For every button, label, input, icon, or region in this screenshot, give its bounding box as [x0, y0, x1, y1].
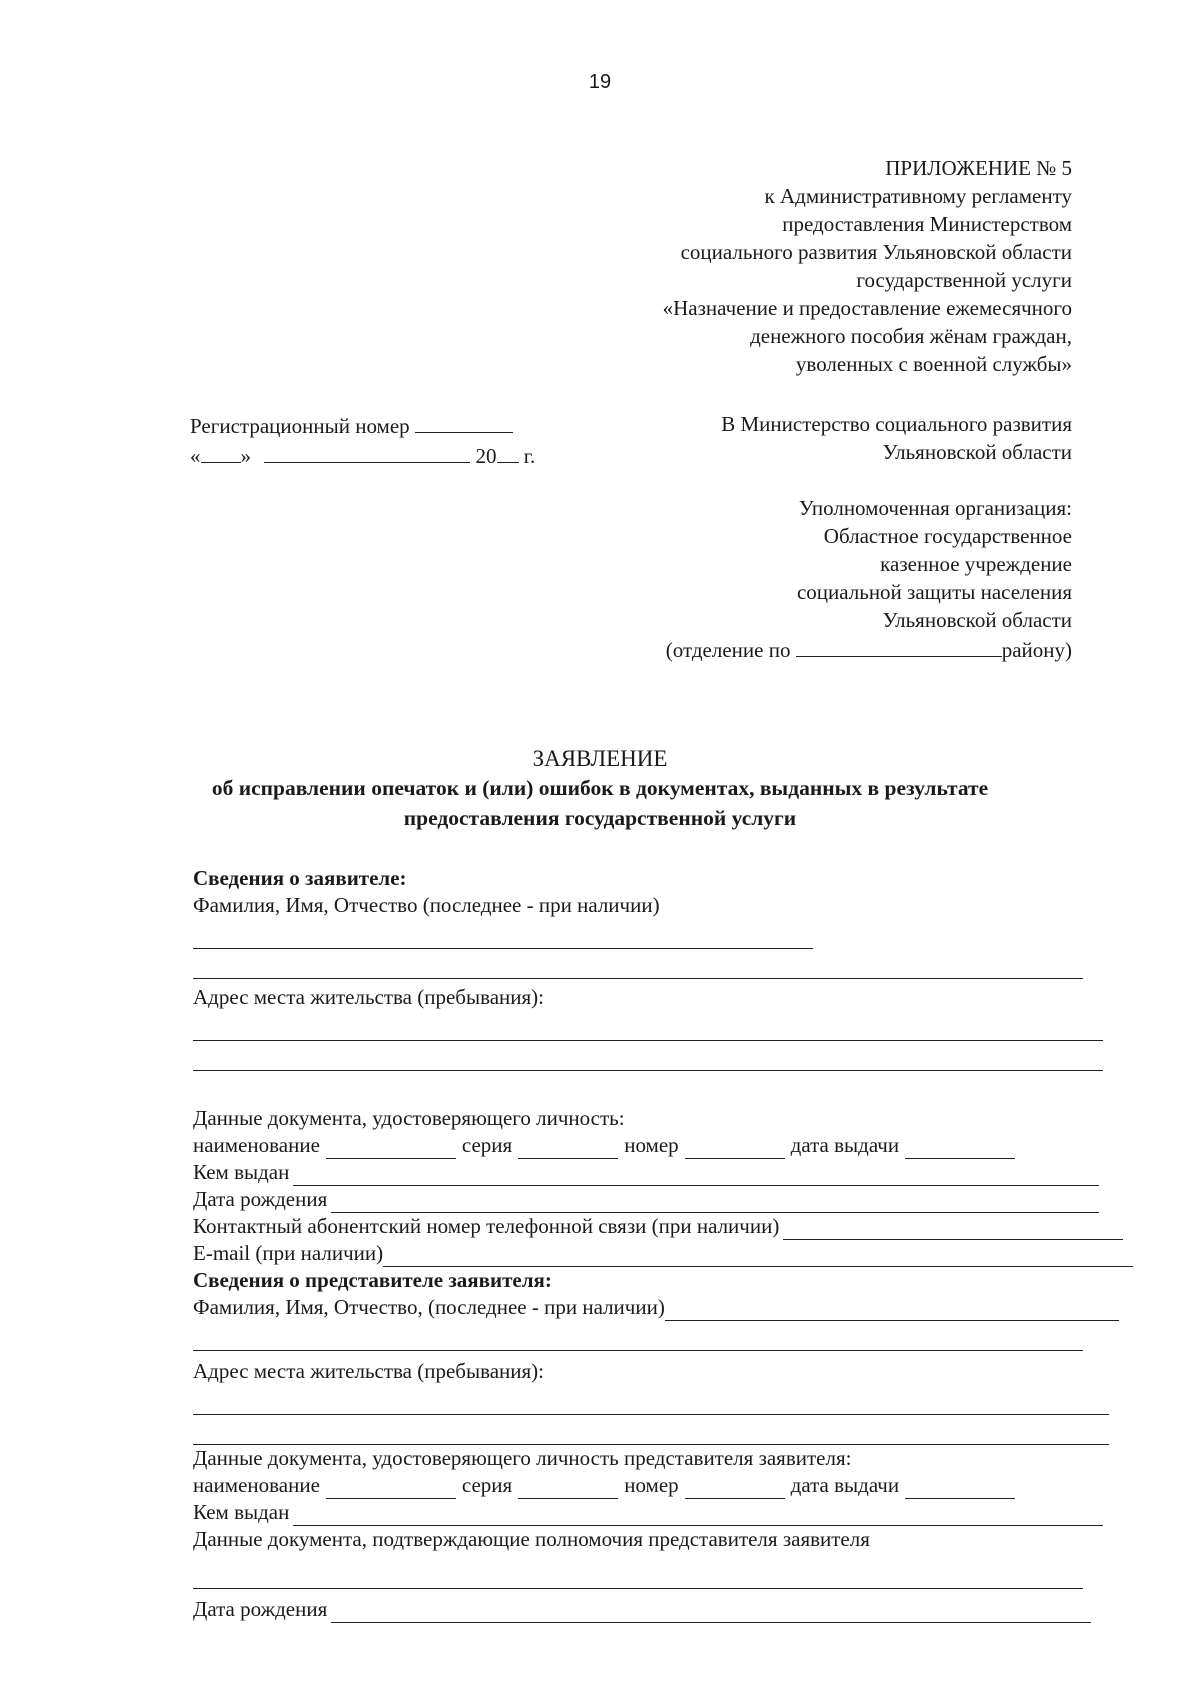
representative-id-doc-label: Данные документа, удостоверяющего личность представителя заявителя:: [193, 1446, 852, 1470]
representative-issued-by-label: Кем выдан: [193, 1500, 290, 1524]
registration-number-field[interactable]: [415, 410, 513, 433]
representative-doc-series-label: серия: [461, 1473, 513, 1497]
document-title: [0, 745, 1200, 833]
addressee-block: [572, 410, 1072, 466]
addressee-line: Ульяновской области: [882, 440, 1072, 464]
representative-address-field-1[interactable]: [193, 1413, 1109, 1415]
applicant-birth-date-field[interactable]: [331, 1192, 1099, 1213]
representative-authority-doc-label: Данные документа, подтверждающие полномочия представителя заявителя: [193, 1527, 870, 1551]
appendix-header: [512, 154, 1072, 378]
applicant-address-field-1[interactable]: [193, 1039, 1103, 1041]
title-sub-line-2: предоставления государственной услуги: [403, 806, 797, 830]
representative-heading: Сведения о представителе заявителя:: [193, 1268, 552, 1292]
date-open-quote: «: [190, 444, 201, 468]
representative-doc-issue-date-field[interactable]: [905, 1478, 1015, 1499]
representative-address-label: Адрес места жительства (пребывания):: [193, 1359, 545, 1383]
registration-day-field[interactable]: [201, 440, 241, 463]
department-suffix: району): [1001, 638, 1072, 662]
applicant-birth-date-label: Дата рождения: [193, 1187, 328, 1211]
applicant-doc-issue-date-field[interactable]: [905, 1138, 1015, 1159]
registration-year-field[interactable]: [497, 440, 519, 463]
applicant-address-label: Адрес места жительства (пребывания):: [193, 985, 545, 1009]
registration-month-field[interactable]: [264, 440, 470, 463]
representative-doc-series-field[interactable]: [518, 1478, 618, 1499]
representative-birth-date-field[interactable]: [331, 1602, 1091, 1623]
organization-line: Областное государственное: [823, 524, 1072, 548]
representative-fio-field-2[interactable]: [193, 1349, 1083, 1351]
department-prefix: (отделение по: [665, 638, 791, 662]
representative-doc-number-field[interactable]: [685, 1478, 785, 1499]
appendix-line: «Назначение и предоставление ежемесячного: [662, 296, 1072, 320]
appendix-line: уволенных с военной службы»: [795, 352, 1072, 376]
applicant-doc-name-label: наименование: [193, 1133, 320, 1157]
organization-line: Ульяновской области: [882, 608, 1072, 632]
applicant-doc-issue-date-label: дата выдачи: [790, 1133, 900, 1157]
representative-fio-label: Фамилия, Имя, Отчество, (последнее - при наличии): [193, 1295, 665, 1319]
applicant-doc-series-label: серия: [461, 1133, 513, 1157]
year-suffix: г.: [523, 444, 536, 468]
applicant-fio-field-1[interactable]: [193, 947, 813, 949]
year-label: 20: [475, 444, 497, 468]
title-main: ЗАЯВЛЕНИЕ: [532, 746, 668, 771]
application-form: [193, 865, 1133, 1623]
representative-authority-doc-field[interactable]: [193, 1587, 1083, 1589]
date-close-quote: »: [240, 444, 251, 468]
addressee-line: В Министерство социального развития: [721, 412, 1072, 436]
appendix-line: к Административному регламенту: [764, 184, 1072, 208]
organization-block: [552, 494, 1072, 664]
applicant-phone-label: Контактный абонентский номер телефонной связи (при наличии): [193, 1214, 780, 1238]
appendix-line: ПРИЛОЖЕНИЕ № 5: [885, 156, 1072, 180]
representative-doc-name-field[interactable]: [326, 1478, 456, 1499]
applicant-email-label: E-mail (при наличии): [193, 1241, 384, 1265]
appendix-line: государственной услуги: [856, 268, 1072, 292]
applicant-doc-name-field[interactable]: [326, 1138, 456, 1159]
appendix-line: денежного пособия жёнам граждан,: [750, 324, 1072, 348]
representative-fio-field-1[interactable]: [665, 1300, 1119, 1321]
applicant-doc-number-field[interactable]: [685, 1138, 785, 1159]
registration-block: [190, 410, 535, 470]
applicant-phone-field[interactable]: [783, 1219, 1123, 1240]
department-field[interactable]: [796, 634, 1002, 657]
representative-doc-name-label: наименование: [193, 1473, 320, 1497]
applicant-issued-by-label: Кем выдан: [193, 1160, 290, 1184]
organization-line: Уполномоченная организация:: [798, 496, 1072, 520]
organization-line: социальной защиты населения: [796, 580, 1072, 604]
organization-line: казенное учреждение: [880, 552, 1072, 576]
applicant-fio-field-2[interactable]: [193, 977, 1083, 979]
representative-issued-by-field[interactable]: [293, 1505, 1103, 1526]
registration-number-label: Регистрационный номер: [190, 414, 410, 438]
applicant-doc-number-label: номер: [624, 1133, 679, 1157]
representative-doc-issue-date-label: дата выдачи: [790, 1473, 900, 1497]
page-number: 19: [588, 71, 612, 93]
applicant-id-doc-label: Данные документа, удостоверяющего личность:: [193, 1106, 625, 1130]
applicant-doc-series-field[interactable]: [518, 1138, 618, 1159]
representative-birth-date-label: Дата рождения: [193, 1597, 328, 1621]
appendix-line: предоставления Министерством: [782, 212, 1072, 236]
applicant-fio-label: Фамилия, Имя, Отчество (последнее - при наличии): [193, 893, 660, 917]
applicant-issued-by-field[interactable]: [293, 1165, 1099, 1186]
applicant-heading: Сведения о заявителе:: [193, 866, 407, 890]
appendix-line: социального развития Ульяновской области: [680, 240, 1072, 264]
applicant-address-field-2[interactable]: [193, 1069, 1103, 1071]
representative-doc-number-label: номер: [624, 1473, 679, 1497]
title-sub-line-1: об исправлении опечаток и (или) ошибок в документах, выданных в результате: [211, 776, 989, 800]
applicant-email-field[interactable]: [383, 1246, 1133, 1267]
